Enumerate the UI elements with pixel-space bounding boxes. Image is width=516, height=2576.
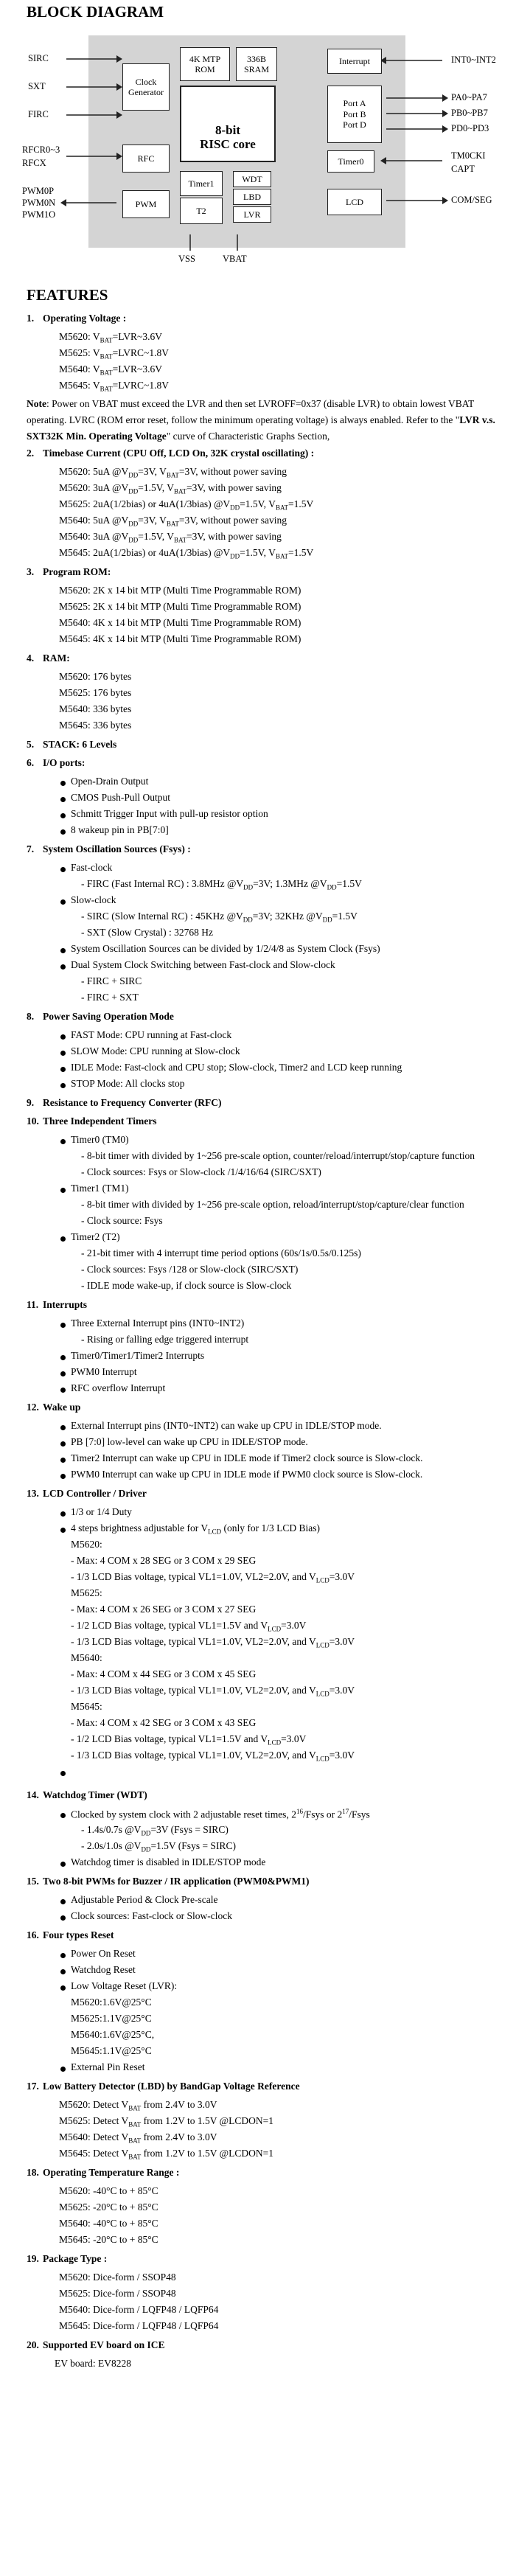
- section-title-s11: Interrupts: [43, 1299, 87, 1310]
- interrupt-item: Three External Interrupt pins (INT0~INT2): [71, 1317, 245, 1329]
- reset-item: Watchdog Reset: [71, 1964, 136, 1975]
- pin-pwm0p: PWM0P: [22, 186, 55, 196]
- core-line2: RISC core: [200, 137, 256, 152]
- power-mode-item: FAST Mode: CPU running at Fast-clock: [71, 1029, 232, 1040]
- bullet-icon: [60, 1051, 66, 1056]
- timer2-item: Timer2 (T2): [71, 1231, 120, 1242]
- bullet-icon: [60, 1813, 66, 1818]
- timer-detail: - 8-bit timer with divided by 1~256 pre-scale option, counter/reload/interrupt/stop/capture function: [81, 1150, 475, 1161]
- pin-tm0cki: TM0CKI: [451, 150, 486, 161]
- section-number-s2: 2.: [27, 448, 35, 459]
- pin-comseg: COM/SEG: [451, 195, 492, 205]
- wdt-clock: Clocked by system clock with 2 adjustable reset times, $2^{16}$/Fsys or $2^{17}$/Fsys: [71, 1808, 370, 1820]
- lcd-detail: - 1/2 LCD Bias voltage, typical VL1=1.5V and $V_{LCD}=3.0V$: [71, 1733, 307, 1747]
- section-number-s6: 6.: [27, 757, 35, 768]
- bullet-icon: [60, 1969, 66, 1974]
- bullet-icon: [60, 1528, 66, 1533]
- section-number-s12: 12.: [27, 1402, 39, 1413]
- bullet-icon: [60, 1511, 66, 1517]
- voltage-item: M5620: $V_{BAT}=LVR\sim 3.6V$: [59, 331, 162, 344]
- lbd-item: M5640: Detect $V_{BAT}$ from 2.4V to 3.0V: [59, 2131, 217, 2145]
- bullet-icon: [60, 964, 66, 970]
- timebase-item: M5640: 5uA $@V_{DD}=3V$, $V_{BAT}=3V$, without power saving: [59, 515, 287, 528]
- clock-combo: - FIRC + SIRC: [81, 975, 142, 986]
- power-mode-item: SLOW Mode: CPU running at Slow-clock: [71, 1045, 240, 1056]
- block-diagram-title: BLOCK DIAGRAM: [27, 3, 164, 21]
- clock-generator-block: Clock Generator: [122, 63, 170, 111]
- lcd-detail: - 1/2 LCD Bias voltage, typical VL1=1.5V and $V_{LCD}=3.0V$: [71, 1620, 307, 1633]
- firc-item: - FIRC (Fast Internal RC) : 3.8MHz $@V_{DD}=3V$; 1.3MHz $@V_{DD}=1.5V$: [81, 878, 362, 891]
- temperature-item: M5620: -40°C to + 85°C: [59, 2185, 158, 2196]
- package-item: M5625: Dice-form / SSOP48: [59, 2288, 176, 2299]
- wakeup-item: PB [7:0] low-level can wake up CPU in IDLE/STOP mode.: [71, 1436, 308, 1447]
- ram-item: M5640: 336 bytes: [59, 703, 132, 714]
- rom-item: M5625: 2K x 14 bit MTP (Multi Time Programmable ROM): [59, 601, 301, 612]
- section-number-s1: 1.: [27, 313, 35, 324]
- lbd-item: M5625: Detect $V_{BAT}$ from 1.2V to 1.5V @LCDON=1: [59, 2115, 273, 2128]
- section-title-s15: Two 8-bit PWMs for Buzzer / IR application (PWM0&PWM1): [43, 1876, 310, 1887]
- bullet-icon: [60, 948, 66, 953]
- temperature-item: M5640: -40°C to + 85°C: [59, 2218, 158, 2229]
- wakeup-item: Timer2 Interrupt can wake up CPU in IDLE mode if Timer2 clock source is Slow-clock.: [71, 1452, 423, 1463]
- section-title-s14: Watchdog Timer (WDT): [43, 1789, 147, 1800]
- pin-pb: PB0~PB7: [451, 108, 488, 118]
- wdt-disable: Watchdog timer is disabled in IDLE/STOP mode: [71, 1856, 266, 1867]
- section-title-s13: LCD Controller / Driver: [43, 1488, 147, 1499]
- sram-block: 336B SRAM: [236, 47, 277, 81]
- mtp-rom-block: 4K MTP ROM: [180, 47, 230, 81]
- bullet-icon: [60, 1388, 66, 1393]
- dual-clock: Dual System Clock Switching between Fast-clock and Slow-clock: [71, 959, 335, 970]
- section-title-s8: Power Saving Operation Mode: [43, 1011, 174, 1022]
- voltage-item: M5625: $V_{BAT}=LVRC\sim 1.8V$: [59, 347, 169, 361]
- lcd-detail: - Max: 4 COM x 26 SEG or 3 COM x 27 SEG: [71, 1604, 257, 1615]
- bullet-icon: [60, 1139, 66, 1144]
- timer-detail: - Clock sources: Fsys /128 or Slow-clock (SIRC/SXT): [81, 1264, 299, 1275]
- rom-item: M5620: 2K x 14 bit MTP (Multi Time Programmable ROM): [59, 585, 301, 596]
- voltage-item: M5640: $V_{BAT}=LVR\sim 3.6V$: [59, 363, 162, 377]
- timebase-item: M5640: 3uA $@V_{DD}=1.5V$, $V_{BAT}=3V$, with power saving: [59, 531, 282, 544]
- reset-item: External Pin Reset: [71, 2061, 145, 2072]
- bullet-icon: [60, 1067, 66, 1072]
- pin-sirc: SIRC: [28, 53, 49, 63]
- section-title-s10: Three Independent Timers: [43, 1115, 157, 1127]
- lcd-brightness: 4 steps brightness adjustable for $V_{LCD}$ (only for 1/3 LCD Bias): [71, 1522, 320, 1536]
- bullet-icon: [60, 1899, 66, 1904]
- sxt-item: - SXT (Slow Crystal) : 32768 Hz: [81, 927, 213, 938]
- block-diagram: [0, 0, 516, 280]
- fast-clock: Fast-clock: [71, 862, 113, 873]
- timer-detail: - IDLE mode wake-up, if clock source is Slow-clock: [81, 1280, 292, 1291]
- timebase-item: M5620: 3uA $@V_{DD}=1.5V$, $V_{BAT}=3V$, with power saving: [59, 482, 282, 495]
- section-number-s16: 16.: [27, 1929, 39, 1940]
- io-item: Schmitt Trigger Input with pull-up resistor option: [71, 808, 268, 819]
- sirc-item: - SIRC (Slow Internal RC) : 45KHz $@V_{DD}=3V$; 32KHz $@V_{DD}=1.5V$: [81, 911, 358, 924]
- wakeup-item: PWM0 Interrupt can wake up CPU in IDLE mode if PWM0 clock source is Slow-clock.: [71, 1469, 423, 1480]
- ram-item: M5645: 336 bytes: [59, 720, 132, 731]
- lcd-detail: - Max: 4 COM x 42 SEG or 3 COM x 43 SEG: [71, 1717, 257, 1728]
- t2-block: T2: [180, 198, 223, 224]
- section-number-s3: 3.: [27, 566, 35, 577]
- clock-divider: System Oscillation Sources can be divided by 1/2/4/8 as System Clock (Fsys): [71, 943, 380, 954]
- bullet-icon: [60, 1441, 66, 1447]
- slow-clock: Slow-clock: [71, 894, 116, 905]
- voltage-item: M5645: $V_{BAT}=LVRC\sim 1.8V$: [59, 380, 169, 393]
- ram-item: M5625: 176 bytes: [59, 687, 132, 698]
- lcd-model: M5645:: [71, 1701, 102, 1712]
- pwm-item: Clock sources: Fast-clock or Slow-clock: [71, 1910, 232, 1921]
- timer-detail: - Clock sources: Fsys or Slow-clock /1/4/16/64 (SIRC/SXT): [81, 1166, 321, 1177]
- risc-core-block: [180, 86, 276, 162]
- ev-board: EV board: EV8228: [55, 2358, 131, 2369]
- bullet-icon: [60, 899, 66, 905]
- section-number-s5: 5.: [27, 739, 35, 750]
- section-number-s15: 15.: [27, 1876, 39, 1887]
- pin-pwm1o: PWM1O: [22, 209, 56, 220]
- lvr-level: M5625:1.1V@25°C: [71, 2013, 152, 2024]
- bullet-icon: [60, 1034, 66, 1040]
- section-number-s18: 18.: [27, 2167, 39, 2178]
- bullet-icon: [60, 1371, 66, 1376]
- port-a-label: Port A: [343, 98, 366, 109]
- lcd-detail: - Max: 4 COM x 28 SEG or 3 COM x 29 SEG: [71, 1555, 257, 1566]
- section-title-s18: Operating Temperature Range :: [43, 2167, 180, 2178]
- lcd-model: M5620:: [71, 1539, 102, 1550]
- interrupt-item: Timer0/Timer1/Timer2 Interrupts: [71, 1350, 205, 1361]
- bullet-icon: [60, 1771, 66, 1776]
- temperature-item: M5645: -20°C to + 85°C: [59, 2234, 158, 2245]
- pwm-block: PWM: [122, 190, 170, 218]
- bullet-icon: [60, 1862, 66, 1867]
- lbd-block: LBD: [233, 189, 271, 205]
- pin-pa: PA0~PA7: [451, 92, 487, 102]
- lcd-detail: - 1/3 LCD Bias voltage, typical VL1=1.0V, VL2=2.0V, and $V_{LCD}=3.0V$: [71, 1750, 355, 1763]
- lbd-item: M5645: Detect $V_{BAT}$ from 1.2V to 1.5V @LCDON=1: [59, 2148, 273, 2161]
- rom-item: M5640: 4K x 14 bit MTP (Multi Time Programmable ROM): [59, 617, 301, 628]
- section-title-s19: Package Type :: [43, 2253, 108, 2264]
- timer-detail: - Clock source: Fsys: [81, 1215, 163, 1226]
- bullet-icon: [60, 1915, 66, 1921]
- lcd-detail: - Max: 4 COM x 44 SEG or 3 COM x 45 SEG: [71, 1668, 257, 1679]
- pin-vss: VSS: [178, 254, 195, 264]
- lcd-model: M5625:: [71, 1587, 102, 1598]
- bullet-icon: [60, 1425, 66, 1430]
- lcd-duty: 1/3 or 1/4 Duty: [71, 1506, 132, 1517]
- lcd-block: LCD: [327, 189, 382, 215]
- section-number-s10: 10.: [27, 1115, 39, 1127]
- io-item: 8 wakeup pin in PB[7:0]: [71, 824, 169, 835]
- interrupt-block: Interrupt: [327, 49, 382, 74]
- timebase-item: M5625: 2uA(1/2bias) or 4uA(1/3bias) $@V_{DD}=1.5V$, $V_{BAT}=1.5V$: [59, 498, 314, 512]
- section-number-s19: 19.: [27, 2253, 39, 2264]
- section-title-s4: RAM:: [43, 652, 70, 664]
- section-title-s20: Supported EV board on ICE: [43, 2339, 165, 2350]
- pin-firc: FIRC: [28, 109, 49, 119]
- package-item: M5645: Dice-form / LQFP48 / LQFP64: [59, 2320, 219, 2331]
- section-title-s6: I/O ports:: [43, 757, 86, 768]
- port-b-label: Port B: [343, 108, 366, 119]
- power-mode-item: IDLE Mode: Fast-clock and CPU stop; Slow-clock, Timer2 and LCD keep running: [71, 1062, 402, 1073]
- temperature-item: M5625: -20°C to + 85°C: [59, 2201, 158, 2213]
- interrupt-item: PWM0 Interrupt: [71, 1366, 137, 1377]
- bullet-icon: [60, 813, 66, 818]
- section-title-s2: Timebase Current (CPU Off, LCD On, 32K crystal oscillating) :: [43, 448, 315, 459]
- bullet-icon: [60, 1953, 66, 1958]
- bullet-icon: [60, 1458, 66, 1463]
- interrupt-detail: - Rising or falling edge triggered interrupt: [81, 1334, 249, 1345]
- lvr-level: M5640:1.6V@25°C,: [71, 2029, 155, 2040]
- section-number-s8: 8.: [27, 1011, 35, 1022]
- lvr-level: M5620:1.6V@25°C: [71, 1997, 152, 2008]
- section-title-s17: Low Battery Detector (LBD) by BandGap Voltage Reference: [43, 2081, 300, 2092]
- section-number-s13: 13.: [27, 1488, 39, 1499]
- reset-item: Low Voltage Reset (LVR):: [71, 1980, 178, 1991]
- bullet-icon: [60, 1323, 66, 1328]
- port-block: [327, 86, 382, 143]
- timer0-block: Timer0: [327, 150, 374, 173]
- section-title-s3: Program ROM:: [43, 566, 111, 577]
- pin-pd: PD0~PD3: [451, 123, 489, 133]
- section-number-s11: 11.: [27, 1299, 39, 1310]
- bullet-icon: [60, 2067, 66, 2072]
- lbd-item: M5620: Detect $V_{BAT}$ from 2.4V to 3.0V: [59, 2099, 217, 2112]
- wdt-block: WDT: [233, 171, 271, 187]
- lcd-detail: - 1/3 LCD Bias voltage, typical VL1=1.0V, VL2=2.0V, and $V_{LCD}=3.0V$: [71, 1636, 355, 1649]
- power-mode-item: STOP Mode: All clocks stop: [71, 1078, 185, 1089]
- io-item: CMOS Push-Pull Output: [71, 792, 171, 803]
- timer-detail: - 8-bit timer with divided by 1~256 pre-scale option, reload/interrupt/stop/capture/clear function: [81, 1199, 464, 1210]
- port-d-label: Port D: [343, 119, 366, 130]
- section-title-s9: Resistance to Frequency Converter (RFC): [43, 1097, 222, 1108]
- bullet-icon: [60, 1236, 66, 1242]
- pwm-item: Adjustable Period & Clock Pre-scale: [71, 1894, 218, 1905]
- bullet-icon: [60, 1188, 66, 1193]
- timer0-item: Timer0 (TM0): [71, 1134, 129, 1145]
- bullet-icon: [60, 1474, 66, 1479]
- section-number-s20: 20.: [27, 2339, 39, 2350]
- timebase-item: M5620: 5uA $@V_{DD}=3V$, $V_{BAT}=3V$, without power saving: [59, 466, 287, 479]
- bullet-icon: [60, 797, 66, 802]
- lcd-detail: - 1/3 LCD Bias voltage, typical VL1=1.0V, VL2=2.0V, and $V_{LCD}=3.0V$: [71, 1685, 355, 1698]
- timebase-item: M5645: 2uA(1/2bias) or 4uA(1/3bias) $@V_{DD}=1.5V$, $V_{BAT}=1.5V$: [59, 547, 314, 560]
- reset-item: Power On Reset: [71, 1948, 136, 1959]
- rom-item: M5645: 4K x 14 bit MTP (Multi Time Programmable ROM): [59, 633, 301, 644]
- bullet-icon: [60, 867, 66, 872]
- section-number-s9: 9.: [27, 1097, 35, 1108]
- section-number-s4: 4.: [27, 652, 35, 664]
- timer1-item: Timer1 (TM1): [71, 1183, 129, 1194]
- pin-rfcr: RFCR0~3: [22, 145, 60, 155]
- bullet-icon: [60, 1355, 66, 1360]
- wdt-detail: - 1.4s/0.7s $@V_{DD}=3V$ (Fsys = SIRC): [81, 1824, 229, 1837]
- package-item: M5640: Dice-form / LQFP48 / LQFP64: [59, 2304, 219, 2315]
- pin-sxt: SXT: [28, 81, 46, 91]
- pin-pwm0n: PWM0N: [22, 198, 56, 208]
- timer1-block: Timer1: [180, 171, 223, 196]
- section-number-s17: 17.: [27, 2081, 39, 2092]
- lcd-model: M5640:: [71, 1652, 102, 1663]
- section-number-s7: 7.: [27, 843, 35, 854]
- section-title-s7: System Oscillation Sources (Fsys) :: [43, 843, 191, 854]
- pin-capt: CAPT: [451, 164, 475, 174]
- ram-item: M5620: 176 bytes: [59, 671, 132, 682]
- lvr-note: Note: Power on VBAT must exceed the LVR and then set LVROFF=0x37 (disable LVR) to obtain lowest VBAT operating. LVRC (ROM error reset, follow the minimum operating voltage) is always enabled. Refer to the "LVR v.s. SXT32K Min. Operating Voltage" curve of Characteristic Graphs Section,: [27, 398, 495, 442]
- core-line1: 8-bit: [215, 122, 240, 137]
- pin-rfcx: RFCX: [22, 158, 46, 168]
- bullet-icon: [60, 1985, 66, 1991]
- section-title-s12: Wake up: [43, 1402, 81, 1413]
- lvr-level: M5645:1.1V@25°C: [71, 2045, 152, 2056]
- wdt-detail: - 2.0s/1.0s $@V_{DD}=1.5V$ (Fsys = SIRC): [81, 1840, 236, 1853]
- package-item: M5620: Dice-form / SSOP48: [59, 2272, 176, 2283]
- clock-combo: - FIRC + SXT: [81, 992, 139, 1003]
- rfc-block: RFC: [122, 145, 170, 173]
- pin-int: INT0~INT2: [451, 55, 496, 65]
- section-number-s14: 14.: [27, 1789, 39, 1800]
- interrupt-item: RFC overflow Interrupt: [71, 1382, 166, 1393]
- section-title-s1: Operating Voltage :: [43, 313, 127, 324]
- lvr-block: LVR: [233, 206, 271, 223]
- wakeup-item: External Interrupt pins (INT0~INT2) can wake up CPU in IDLE/STOP mode.: [71, 1420, 382, 1431]
- lcd-detail: - 1/3 LCD Bias voltage, typical VL1=1.0V, VL2=2.0V, and $V_{LCD}=3.0V$: [71, 1571, 355, 1584]
- section-title-s16: Four types Reset: [43, 1929, 114, 1940]
- bullet-icon: [60, 781, 66, 786]
- section-title-s5: STACK: 6 Levels: [43, 739, 117, 750]
- timer-detail: - 21-bit timer with 4 interrupt time period options (60s/1s/0.5s/0.125s): [81, 1247, 361, 1259]
- io-item: Open-Drain Output: [71, 776, 149, 787]
- bullet-icon: [60, 829, 66, 835]
- pin-vbat: VBAT: [223, 254, 247, 264]
- features-title: FEATURES: [27, 286, 108, 304]
- bullet-icon: [60, 1083, 66, 1088]
